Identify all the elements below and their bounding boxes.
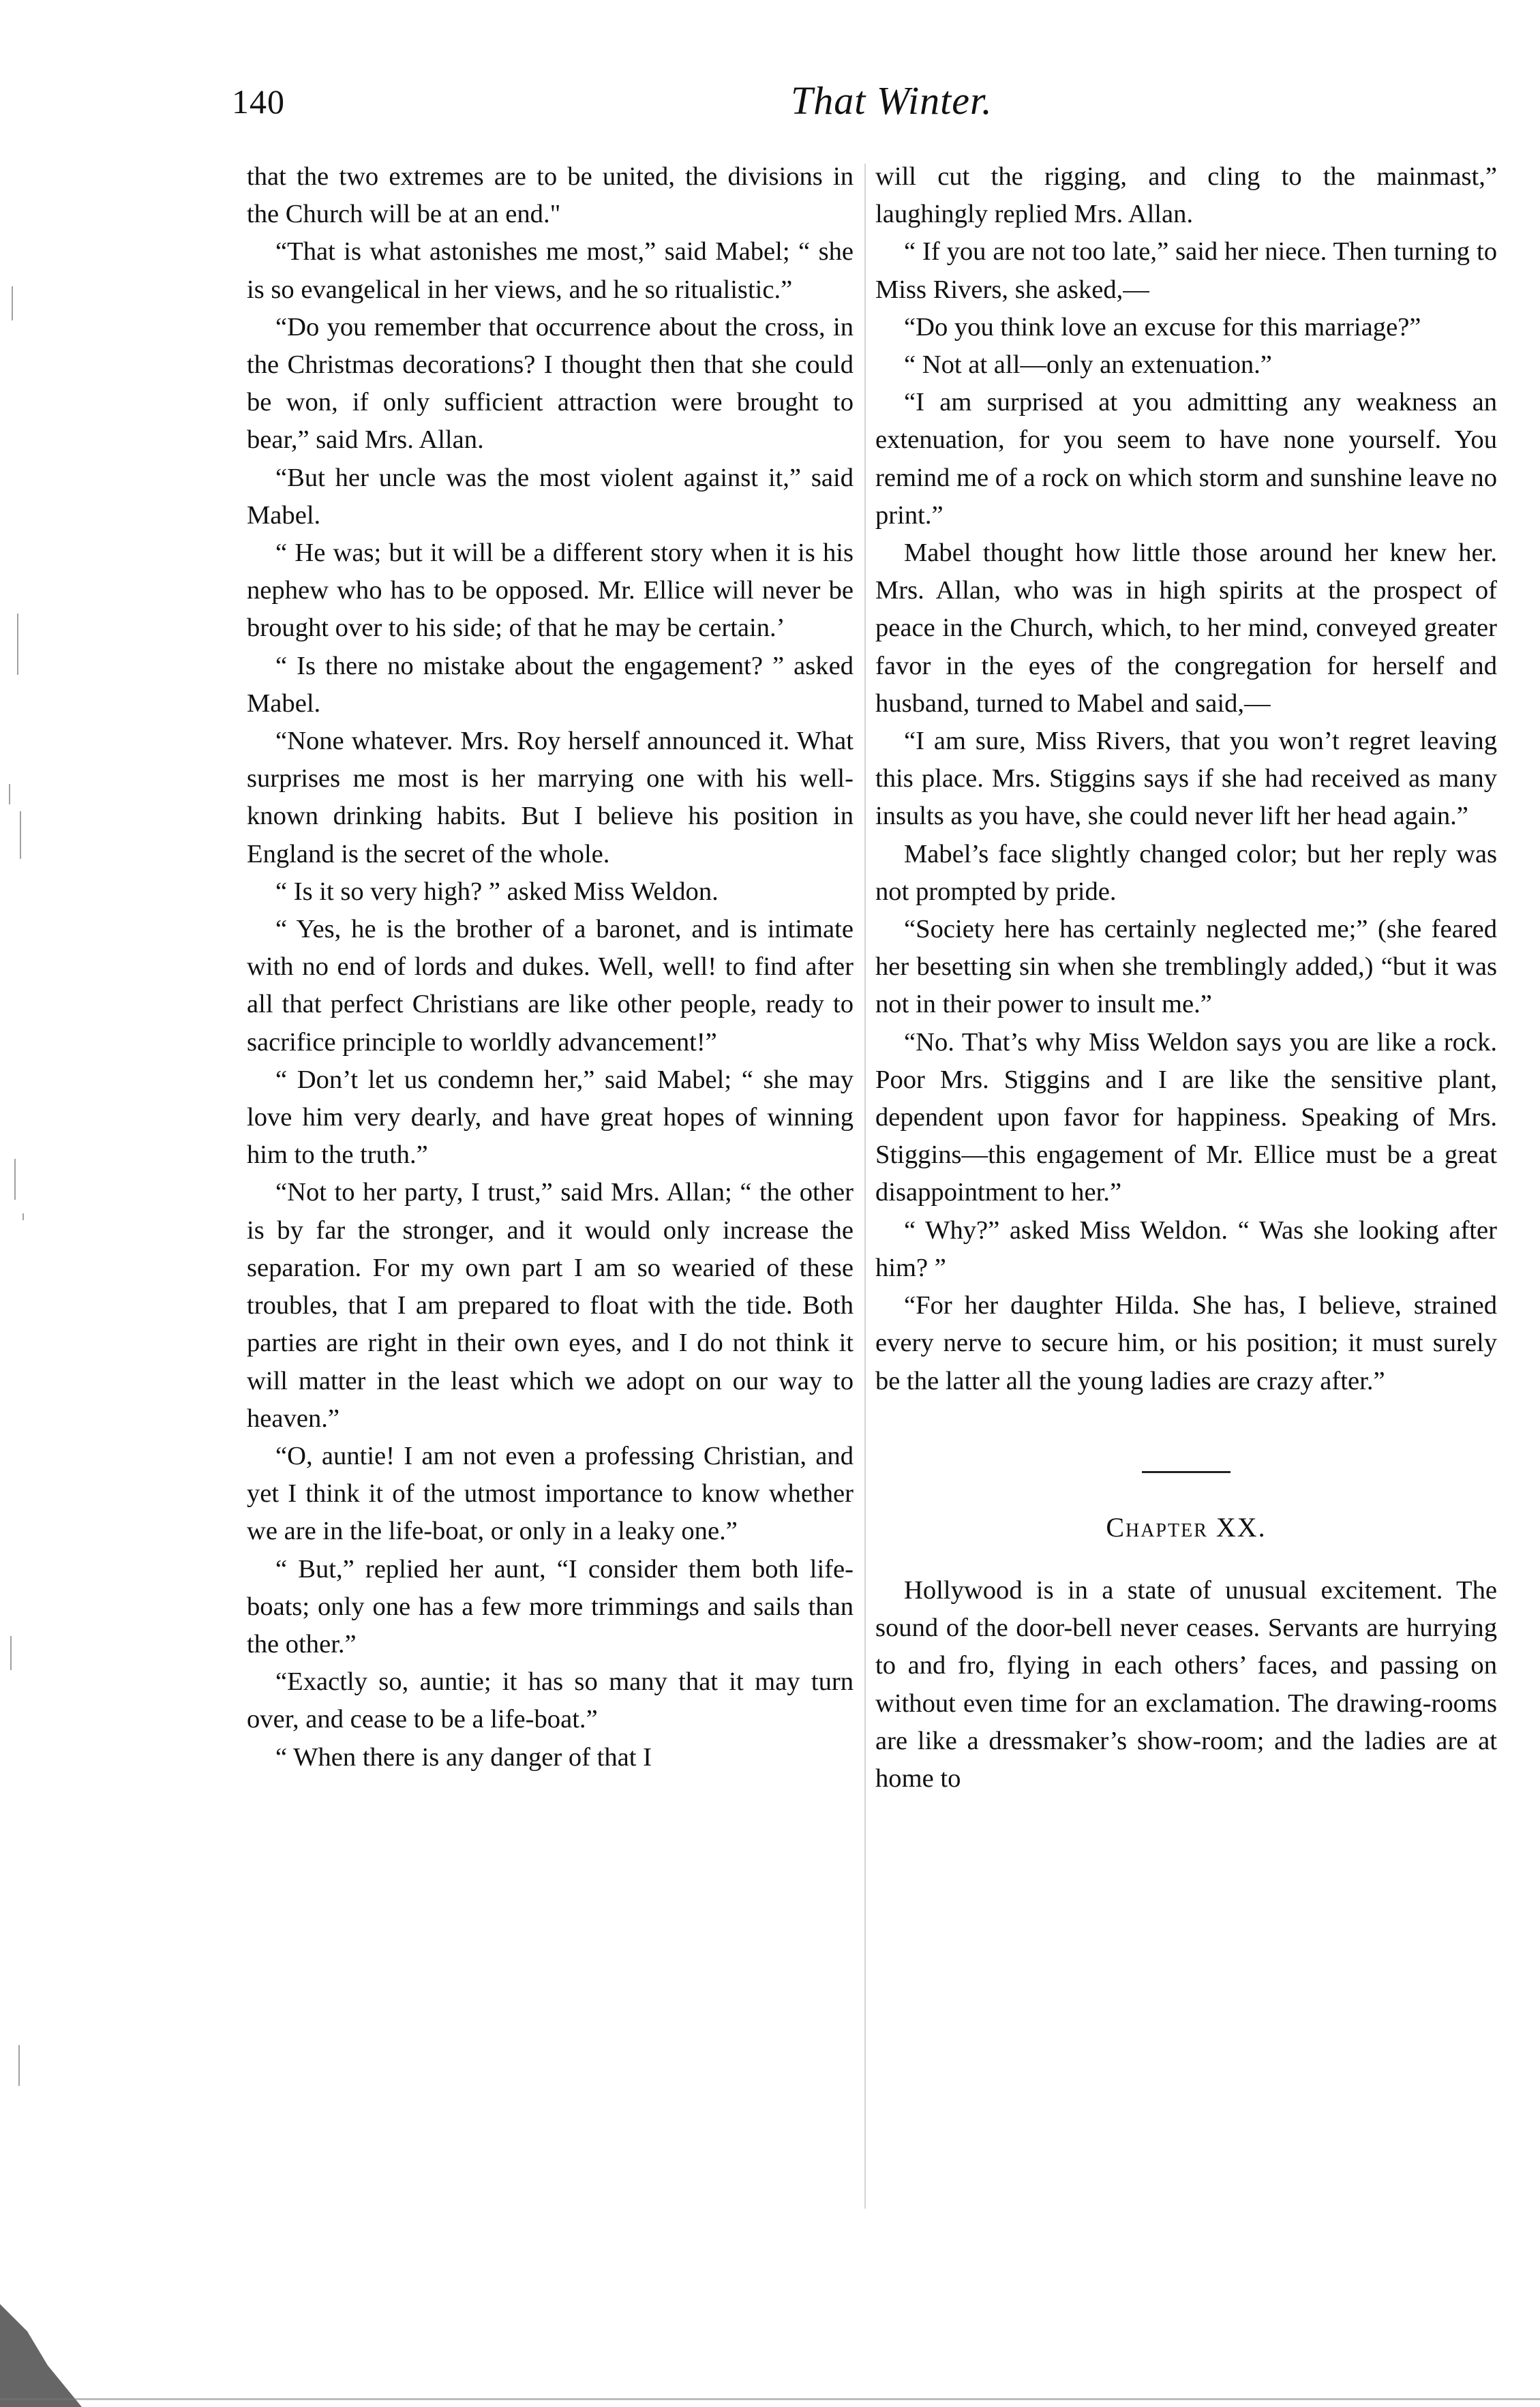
paragraph: “ Not at all—only an extenuation.” xyxy=(904,350,1272,380)
paragraph: “But her uncle was the most violent against it,” said Mabel. xyxy=(247,463,854,530)
paragraph: “ Why?” asked Miss Weldon. “ Was she looking after him? ” xyxy=(875,1215,1497,1282)
chapter-opening-paragraph: Hollywood is in a state of unusual excitement. The sound of the door-bell never ceases. Servants are hurrying to and fro, flying in each others’ faces, and passing on without even time for an exclamation. The drawing-rooms are like a dressmaker’s show-room; and the ladies are at home to xyxy=(875,1575,1497,1793)
paragraph: “I am surprised at you admitting any weakness an extenuation, for you seem to have none yourself. You remind me of a rock on which storm and sunshine leave no print.” xyxy=(875,388,1497,530)
paragraph: “Exactly so, auntie; it has so many that it may turn over, and cease to be a life-boat.” xyxy=(247,1667,854,1734)
paragraph: Mabel thought how little those around her knew her. Mrs. Allan, who was in high spirits at the prospect of peace in the Church, which, to her mind, conveyed greater favor in the eyes of the congregation for herself and husband, turned to Mabel and said,— xyxy=(875,539,1497,718)
column-divider xyxy=(864,164,866,2209)
paragraph: “ Yes, he is the brother of a baronet, and is intimate with no end of lords and dukes. Well, well! to find after all that perfect Christians are like other people, ready to sacrifice principle to worldly advancement!” xyxy=(247,915,854,1057)
paragraph: “No. That’s why Miss Weldon says you are like a rock. Poor Mrs. Stiggins and I are like the sensitive plant, dependent upon favor for happiness. Speaking of Mrs. Stiggins—this engagement of Mr. Ellice must be a great disappointment to her.” xyxy=(875,1027,1497,1207)
paragraph: that the two extremes are to be united, the divisions in the Church will be at an end." xyxy=(247,162,854,229)
paragraph: “ But,” replied her aunt, “I consider them both life-boats; only one has a few more trimmings and sails than the other.” xyxy=(247,1554,854,1659)
paragraph: “ When there is any danger of that I xyxy=(275,1742,652,1772)
paragraph: “ Is it so very high? ” asked Miss Weldon. xyxy=(275,877,719,906)
paragraph: “O, auntie! I am not even a professing Christian, and yet I think it of the utmost importance to know whether we are in the life-boat, or only in a leaky one.” xyxy=(247,1441,854,1546)
scan-edge-shadow xyxy=(0,0,82,2407)
paragraph: “That is what astonishes me most,” said Mabel; “ she is so evangelical in her views, and he so ritualistic.” xyxy=(247,237,854,304)
paragraph: “Do you remember that occurrence about the cross, in the Christmas decorations? I thought then that she could be won, if only sufficient attraction were brought to bear,” said Mrs. Allan. xyxy=(247,312,854,455)
paragraph: “Society here has certainly neglected me;” (she feared her besetting sin when she tremblingly added,) “but it was not in their power to insult me.” xyxy=(875,915,1497,1019)
paragraph: will cut the rigging, and cling to the mainmast,” laughingly replied Mrs. Allan. xyxy=(875,162,1497,229)
paragraph: “For her daughter Hilda. She has, I believe, strained every nerve to secure him, or his position; it must surely be the latter all the young ladies are crazy after.” xyxy=(875,1291,1497,1395)
right-column xyxy=(875,158,1497,1798)
paragraph: “I am sure, Miss Rivers, that you won’t regret leaving this place. Mrs. Stiggins says if she had received as many insults as you have, she could never lift her head again.” xyxy=(875,727,1497,831)
paragraph: Mabel’s face slightly changed color; but her reply was not prompted by pride. xyxy=(875,839,1497,906)
paragraph: “Do you think love an excuse for this marriage?” xyxy=(904,312,1421,342)
left-column xyxy=(247,158,854,1776)
chapter-heading: Chapter XX. xyxy=(1106,1511,1267,1543)
paragraph: “ If you are not too late,” said her niece. Then turning to Miss Rivers, she asked,— xyxy=(875,237,1497,304)
section-separator xyxy=(1142,1471,1231,1473)
running-head xyxy=(232,78,1500,136)
paragraph: “None whatever. Mrs. Roy herself announced it. What surprises me most is her marrying one with his well-known drinking habits. But I believe his position in England is the secret of the whole. xyxy=(247,727,854,868)
paragraph: “ Don’t let us condemn her,” said Mabel; “ she may love him very dearly, and have great hopes of winning him to the truth.” xyxy=(247,1065,854,1170)
page-number: 140 xyxy=(232,82,285,121)
paragraph: “ Is there no mistake about the engagement? ” asked Mabel. xyxy=(247,651,854,718)
scan-bottom-edge xyxy=(0,2386,1540,2407)
running-title: That Winter. xyxy=(791,78,993,123)
paragraph: “ He was; but it will be a different story when it is his nephew who has to be opposed. Mr. Ellice will never be brought over to his side; of that he may be certain.’ xyxy=(247,539,854,643)
paragraph: “Not to her party, I trust,” said Mrs. Allan; “ the other is by far the stronger, and it would only increase the separation. For my own part I am so wearied of these troubles, that I am prepared to float with the tide. Both parties are right in their own eyes, and I do not think it will matter in the least which we adopt on our way to heaven.” xyxy=(247,1178,854,1433)
